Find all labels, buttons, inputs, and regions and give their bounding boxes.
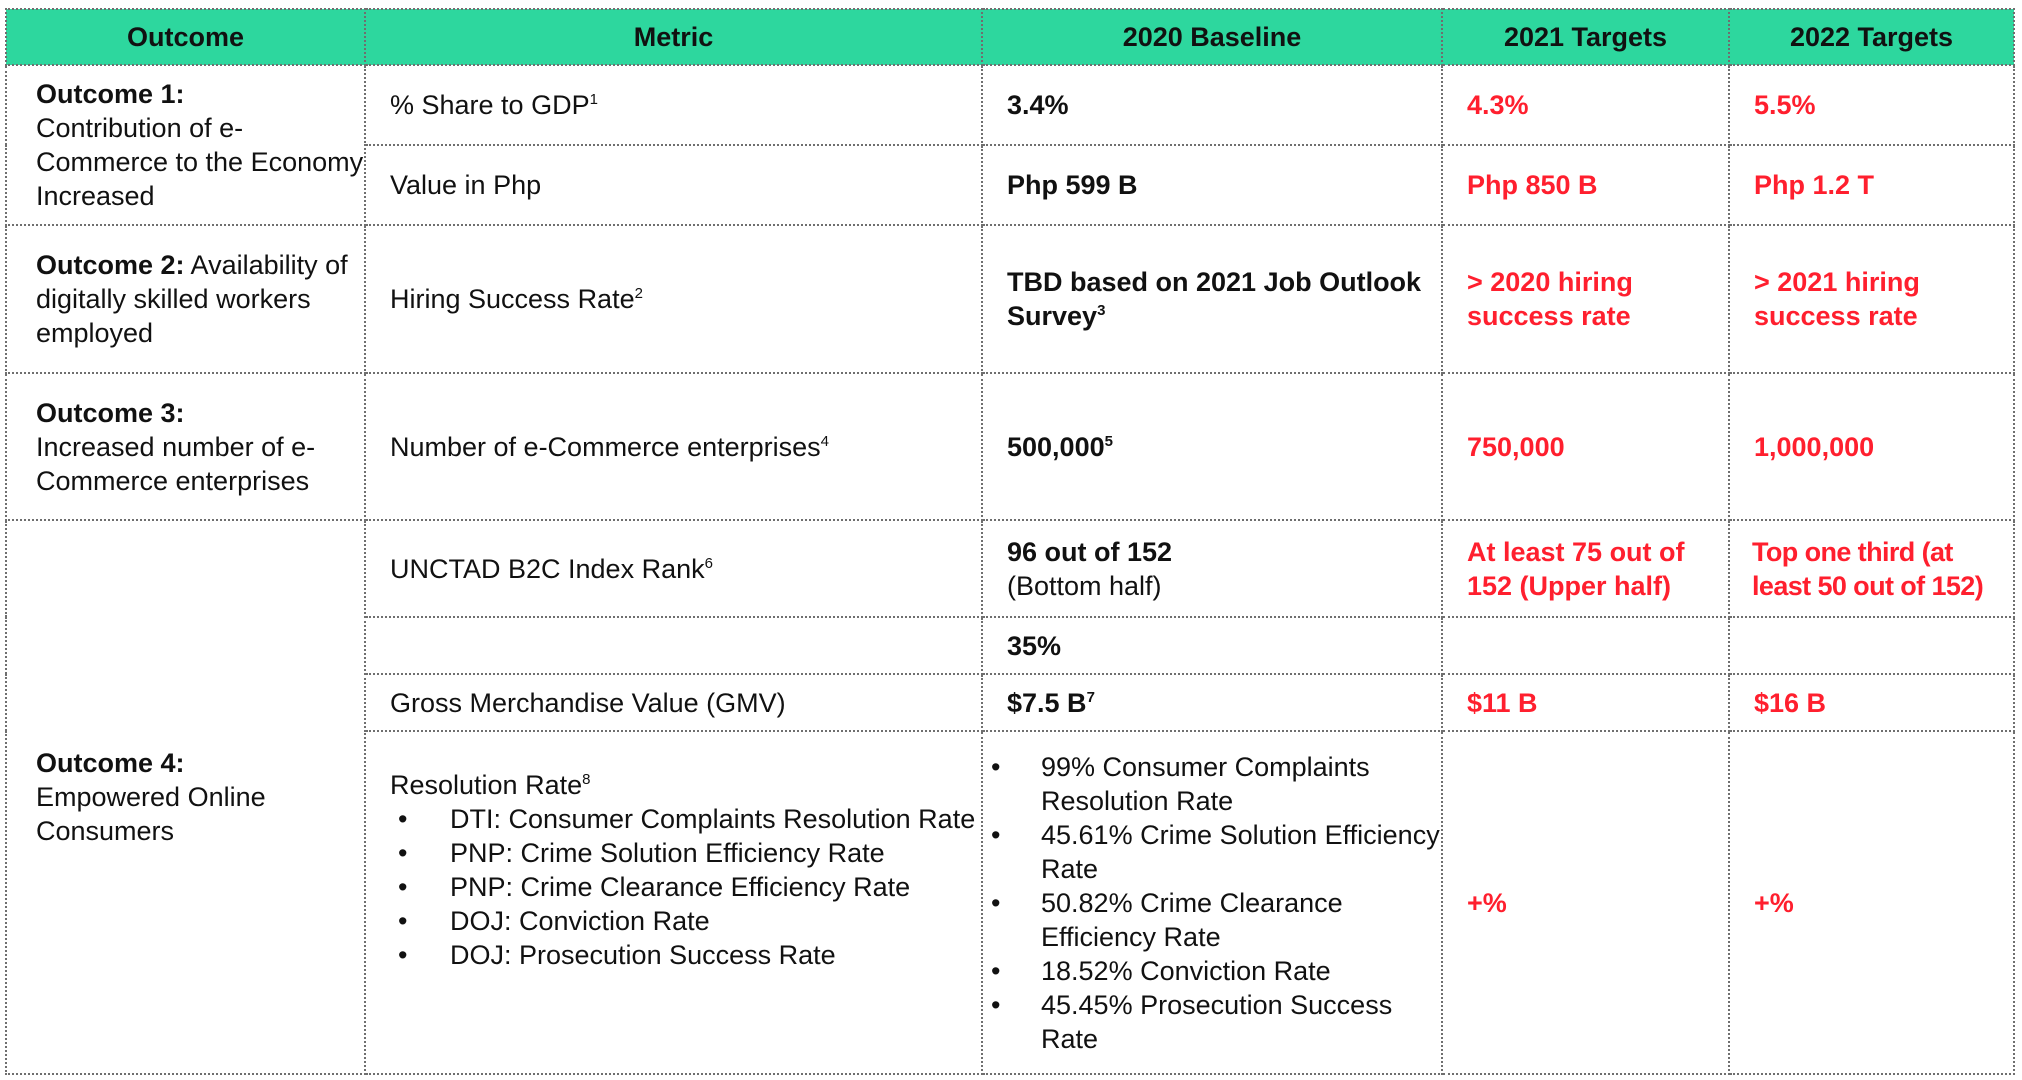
list-item: • 45.61% Crime Solution Efficiency Rate	[983, 818, 1441, 886]
target-2022-hiring: > 2021 hiring success rate	[1729, 225, 2014, 373]
target-2022-enterprises: 1,000,000	[1729, 373, 2014, 520]
list-item: • PNP: Crime Solution Efficiency Rate	[390, 836, 981, 870]
table-row	[6, 225, 2014, 373]
outcome-4-desc: Empowered Online Consumers	[36, 782, 266, 846]
target-2022-value-php: Php 1.2 T	[1729, 145, 2014, 225]
outcome-2-title: Outcome 2:	[36, 250, 185, 280]
outcome-4-title: Outcome 4:	[36, 748, 185, 778]
metric-blank	[365, 617, 982, 674]
outcome-1-desc: Contribution of e-Commerce to the Economy Increased	[36, 113, 364, 211]
target-2021-unctad: At least 75 out of 152 (Upper half)	[1442, 520, 1729, 617]
outcome-2-desc: Availability of digitally skilled workers employed	[36, 250, 348, 348]
resolution-metric-list	[390, 802, 981, 972]
target-2022-unctad: Top one third (at least 50 out of 152)	[1729, 520, 2014, 617]
outcome-1-cell	[6, 65, 365, 225]
table-row	[6, 65, 2014, 145]
metric-resolution-rate: Resolution Rate$^8$ • DTI: Consumer Complaints Resolution Rate • PNP: Crime Solution Efficiency Rate • PNP: Crime Clearance Efficiency Rate • DOJ: Conviction Rate • DOJ: Prosecution Success Rate	[365, 731, 982, 1074]
resolution-baseline-list	[983, 750, 1441, 1056]
header-2022-targets: 2022 Targets	[1729, 9, 2014, 65]
header-row	[6, 9, 2014, 65]
list-item: • 99% Consumer Complaints Resolution Rate	[983, 750, 1441, 818]
target-2022-blank	[1729, 617, 2014, 674]
target-2021-value-php: Php 850 B	[1442, 145, 1729, 225]
metrics-table	[5, 8, 2015, 1075]
outcome-4-cell	[6, 520, 365, 1074]
header-baseline: 2020 Baseline	[982, 9, 1442, 65]
target-2022-resolution: +%	[1729, 731, 2014, 1074]
baseline-unctad-note: (Bottom half)	[1007, 570, 1162, 601]
metric-share-gdp: % Share to GDP$^1$	[365, 65, 982, 145]
list-item: • DOJ: Prosecution Success Rate	[390, 938, 981, 972]
target-2021-enterprises: 750,000	[1442, 373, 1729, 520]
target-2021-gmv: $11 B	[1442, 674, 1729, 731]
baseline-share-gdp: 3.4%	[982, 65, 1442, 145]
metric-hiring-success-rate: Hiring Success Rate$^2$	[365, 225, 982, 373]
metric-unctad-rank: UNCTAD B2C Index Rank$^6$	[365, 520, 982, 617]
list-item: • 45.45% Prosecution Success Rate	[983, 988, 1441, 1056]
baseline-resolution-rate	[982, 731, 1442, 1074]
list-item: • DTI: Consumer Complaints Resolution Rate	[390, 802, 981, 836]
outcome-2-cell	[6, 225, 365, 373]
header-outcome: Outcome	[6, 9, 365, 65]
target-2021-hiring: > 2020 hiring success rate	[1442, 225, 1729, 373]
baseline-gmv: $7.5 $B^7$	[982, 674, 1442, 731]
table-row	[6, 373, 2014, 520]
list-item: • PNP: Crime Clearance Efficiency Rate	[390, 870, 981, 904]
target-2021-blank	[1442, 617, 1729, 674]
table-row	[6, 520, 2014, 617]
target-2022-gmv: $16 B	[1729, 674, 2014, 731]
metric-gmv: Gross Merchandise Value (GMV)	[365, 674, 982, 731]
outcome-1-title: Outcome 1:	[36, 79, 185, 109]
target-2021-share-gdp: 4.3%	[1442, 65, 1729, 145]
target-2021-resolution: +%	[1442, 731, 1729, 1074]
metric-value-php: Value in Php	[365, 145, 982, 225]
baseline-ecommerce-enterprises: 500,000$^5$	[982, 373, 1442, 520]
metric-ecommerce-enterprises: Number of e-Commerce enterprises$^4$	[365, 373, 982, 520]
header-metric: Metric	[365, 9, 982, 65]
outcome-3-cell	[6, 373, 365, 520]
baseline-value-php: Php 599 B	[982, 145, 1442, 225]
list-item: • 50.82% Crime Clearance Efficiency Rate	[983, 886, 1441, 954]
list-item: • DOJ: Conviction Rate	[390, 904, 981, 938]
outcome-3-desc: Increased number of e-Commerce enterprises	[36, 431, 316, 496]
baseline-hiring-success-rate: TBD based on 2021 Job Outlook Survey$^3$	[982, 225, 1442, 373]
baseline-unctad-rank: 96 out of 152 (Bottom half)	[982, 520, 1442, 617]
target-2022-share-gdp: 5.5%	[1729, 65, 2014, 145]
header-2021-targets: 2021 Targets	[1442, 9, 1729, 65]
list-item: • 18.52% Conviction Rate	[983, 954, 1441, 988]
baseline-35-percent: 35%	[982, 617, 1442, 674]
outcome-3-title: Outcome 3:	[36, 397, 185, 428]
